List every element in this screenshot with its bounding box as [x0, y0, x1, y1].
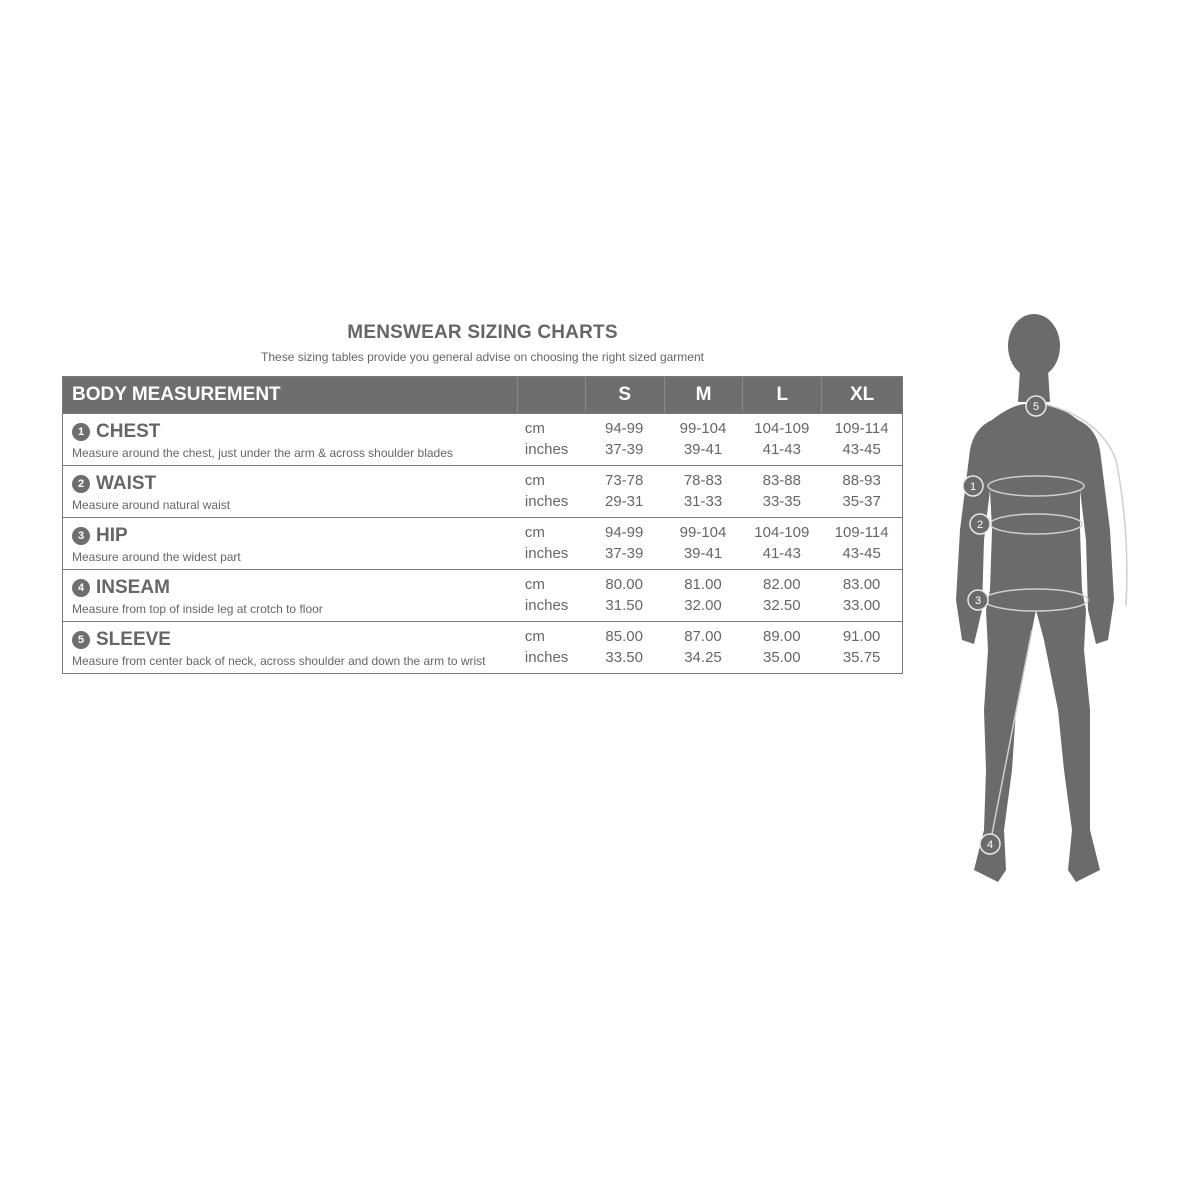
unit-inches: inches: [524, 649, 569, 666]
size-cell-xl: [821, 466, 902, 517]
measurement-name: INSEAM: [96, 577, 170, 598]
marker-label: 4: [986, 839, 994, 851]
table-row-chest: [63, 413, 902, 465]
measurement-description: Measure from top of inside leg at crotch to floor: [72, 602, 323, 616]
value-inches: 33-35: [762, 493, 801, 510]
header-size-xl: XL: [821, 377, 902, 413]
marker-4: [980, 834, 1000, 854]
value-inches: 35.00: [763, 649, 801, 666]
size-cell-s: [585, 622, 664, 673]
size-cell-m: [664, 570, 743, 621]
size-cell-l: [742, 466, 821, 517]
value-cm: 104-109: [754, 524, 810, 541]
value-inches: 34.25: [684, 649, 722, 666]
value-inches: 37-39: [605, 545, 644, 562]
header-unit-spacer: [517, 377, 585, 413]
table-row-inseam: [63, 569, 902, 621]
size-cell-l: [742, 622, 821, 673]
value-inches: 32.50: [763, 597, 801, 614]
value-cm: 80.00: [605, 576, 643, 593]
size-cell-s: [585, 414, 664, 465]
value-inches: 32.00: [684, 597, 722, 614]
size-cell-l: [742, 414, 821, 465]
measurement-label: [63, 570, 517, 621]
marker-1: [963, 476, 983, 496]
value-inches: 35-37: [842, 493, 881, 510]
value-cm: 78-83: [683, 472, 723, 489]
marker-label: 1: [969, 481, 977, 493]
unit-labels: [517, 466, 585, 517]
size-cell-s: [585, 466, 664, 517]
header-body-measurement: BODY MEASUREMENT: [72, 384, 281, 405]
step-number-badge: 3: [72, 527, 90, 545]
value-cm: 82.00: [763, 576, 801, 593]
value-inches: 41-43: [762, 441, 801, 458]
value-cm: 81.00: [684, 576, 722, 593]
title-block: [62, 322, 903, 364]
measurement-description: Measure around the chest, just under the arm & across shoulder blades: [72, 446, 453, 460]
size-cell-xl: [821, 570, 902, 621]
value-cm: 109-114: [834, 420, 889, 437]
size-cell-m: [664, 414, 743, 465]
unit-labels: [517, 570, 585, 621]
value-cm: 89.00: [763, 628, 801, 645]
size-cell-xl: [821, 622, 902, 673]
measurement-name: WAIST: [96, 473, 157, 494]
value-inches: 29-31: [605, 493, 644, 510]
measurement-name: SLEEVE: [96, 629, 171, 650]
measurement-label: [63, 622, 517, 673]
measurement-label: [63, 466, 517, 517]
page-title: MENSWEAR SIZING CHARTS: [347, 322, 618, 343]
size-cell-s: [585, 570, 664, 621]
marker-3: [968, 590, 988, 610]
unit-cm: cm: [524, 576, 545, 593]
value-cm: 99-104: [679, 420, 727, 437]
unit-cm: cm: [524, 524, 545, 541]
unit-inches: inches: [524, 545, 569, 562]
value-cm: 85.00: [605, 628, 643, 645]
table-header: [63, 377, 902, 413]
unit-cm: cm: [524, 472, 545, 489]
value-inches: 43-45: [842, 545, 881, 562]
value-inches: 35.75: [842, 649, 881, 666]
measurement-name: HIP: [96, 525, 128, 546]
unit-inches: inches: [524, 493, 569, 510]
marker-5: [1026, 396, 1046, 416]
body-silhouette-svg: [940, 310, 1140, 890]
size-cell-xl: [821, 414, 902, 465]
value-cm: 99-104: [679, 524, 727, 541]
value-cm: 83.00: [842, 576, 881, 593]
measurement-label: [63, 518, 517, 569]
measurement-description: Measure from center back of neck, across shoulder and down the arm to wrist: [72, 654, 486, 668]
value-cm: 73-78: [605, 472, 644, 489]
value-inches: 33.50: [605, 649, 643, 666]
value-inches: 41-43: [762, 545, 801, 562]
value-inches: 33.00: [842, 597, 881, 614]
value-cm: 94-99: [605, 524, 644, 541]
value-cm: 91.00: [842, 628, 881, 645]
sizing-table: [62, 376, 903, 674]
table-row-hip: [63, 517, 902, 569]
marker-label: 3: [974, 595, 982, 607]
marker-label: 2: [976, 519, 984, 531]
unit-cm: cm: [524, 420, 545, 437]
value-inches: 37-39: [605, 441, 644, 458]
value-cm: 83-88: [762, 472, 801, 489]
value-cm: 94-99: [605, 420, 644, 437]
size-cell-m: [664, 466, 743, 517]
value-cm: 104-109: [754, 420, 810, 437]
header-size-m: M: [664, 377, 743, 413]
unit-inches: inches: [524, 597, 569, 614]
size-cell-m: [664, 518, 743, 569]
measurement-label: [63, 414, 517, 465]
marker-2: [970, 514, 990, 534]
body-figure: [940, 310, 1140, 890]
measurement-description: Measure around the widest part: [72, 550, 241, 564]
size-cell-l: [742, 518, 821, 569]
step-number-badge: 4: [72, 579, 90, 597]
page-subtitle: These sizing tables provide you general advise on choosing the right sized garment: [261, 350, 704, 364]
step-number-badge: 2: [72, 475, 90, 493]
unit-inches: inches: [524, 441, 569, 458]
value-inches: 31.50: [605, 597, 643, 614]
header-size-s: S: [585, 377, 664, 413]
unit-labels: [517, 414, 585, 465]
value-cm: 88-93: [842, 472, 881, 489]
unit-cm: cm: [524, 628, 545, 645]
step-number-badge: 1: [72, 423, 90, 441]
unit-labels: [517, 518, 585, 569]
measurement-name: CHEST: [96, 421, 161, 442]
unit-labels: [517, 622, 585, 673]
header-size-l: L: [742, 377, 821, 413]
table-row-waist: [63, 465, 902, 517]
step-number-badge: 5: [72, 631, 90, 649]
value-inches: 39-41: [683, 441, 723, 458]
value-cm: 109-114: [834, 524, 889, 541]
value-inches: 31-33: [683, 493, 723, 510]
size-cell-m: [664, 622, 743, 673]
size-cell-l: [742, 570, 821, 621]
value-inches: 43-45: [842, 441, 881, 458]
measurement-description: Measure around natural waist: [72, 498, 231, 512]
size-cell-s: [585, 518, 664, 569]
table-row-sleeve: [63, 621, 902, 673]
value-inches: 39-41: [683, 545, 723, 562]
size-cell-xl: [821, 518, 902, 569]
value-cm: 87.00: [684, 628, 722, 645]
marker-label: 5: [1032, 401, 1040, 413]
